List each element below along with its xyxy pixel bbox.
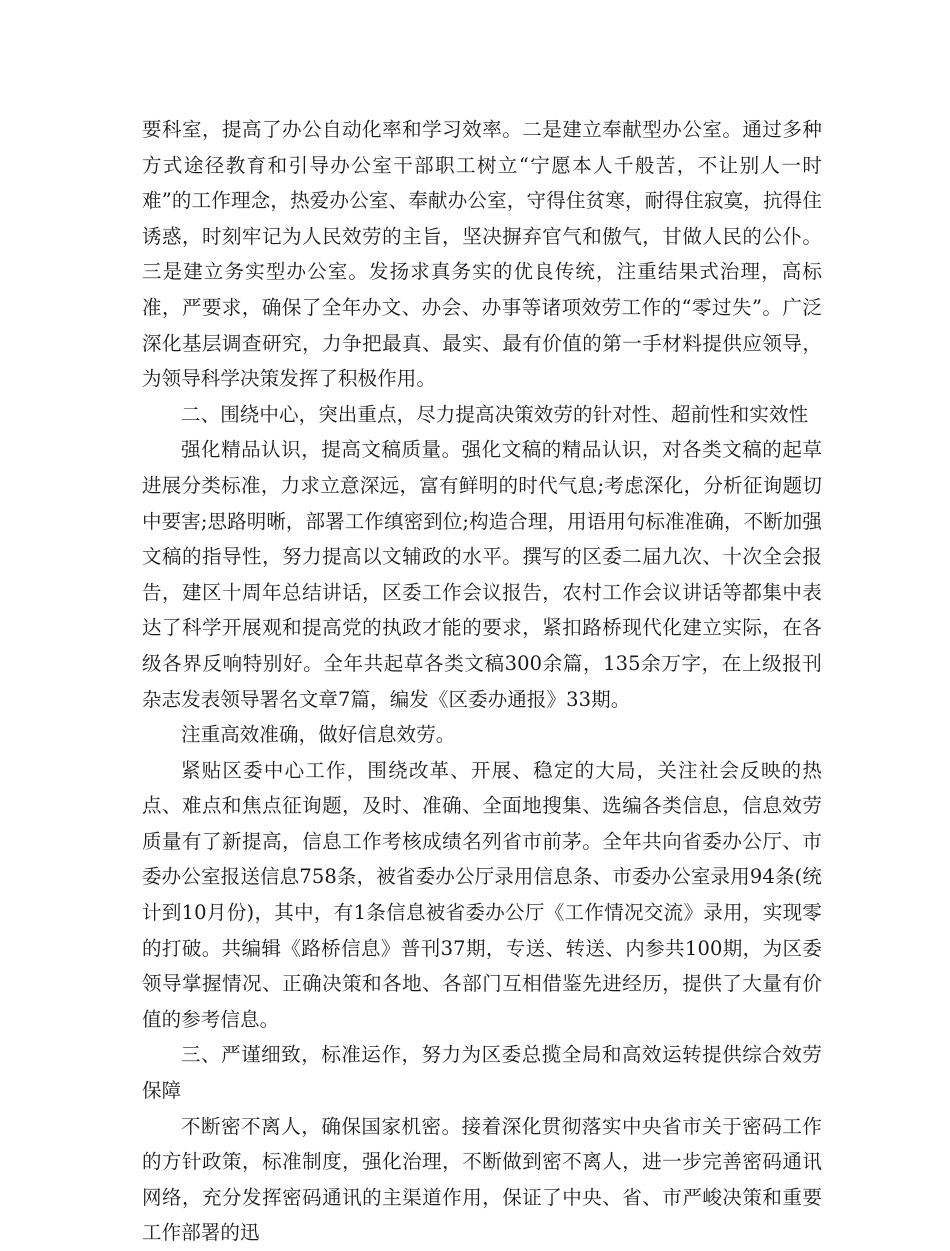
section-heading-decision-service: 二、围绕中心，突出重点，尽力提高决策效劳的针对性、超前性和实效性 xyxy=(181,402,809,426)
paragraph-confidentiality: 不断密不离人，确保国家机密。接着深化贯彻落实中央省市关于密码工作的方针政策，标准制度，强化治理，不断做到密不离人，进一步完善密码通讯网络，充分发挥密码通讯的主渠道作用，保证了中央、省、市严峻决策和重要工作部署的迅 xyxy=(142,1114,822,1245)
section-heading-comprehensive-service: 三、严谨细致，标准运作，努力为区委总揽全局和高效运转提供综合效劳保障 xyxy=(142,1043,822,1103)
paragraph-information-service: 紧贴区委中心工作，围绕改革、开展、稳定的大局，关注社会反映的热点、难点和焦点征询题，及时、准确、全面地搜集、选编各类信息，信息效劳质量有了新提高，信息工作考核成绩名列省市前茅。全年共向省委办公厅、市委办公室报送信息758条，被省委办公厅录用信息条、市委办公室录用94条(统计到10月份)，其中，有1条信息被省委办公厅《工作情况交流》录用，实现零的打破。共编辑《路桥信息》普刊37期，专送、转送、内参共100期，为区委领导掌握情况、正确决策和各地、各部门互相借鉴先进经历，提供了大量有价值的参考信息。 xyxy=(142,758,822,1031)
paragraph-office-building: 要科室，提高了办公自动化率和学习效率。二是建立奉献型办公室。通过多种方式途径教育和引导办公室干部职工树立“宁愿本人千般苦，不让别人一时难”的工作理念，热爱办公室、奉献办公室，守得住贫寒，耐得住寂寞，抗得住诱惑，时刻牢记为人民效劳的主旨，坚决摒弃官气和傲气，甘做人民的公仆。三是建立务实型办公室。发扬求真务实的优良传统，注重结果式治理，高标准，严要求，确保了全年办文、办会、办事等诸项效劳工作的“零过失”。广泛深化基层调查研究，力争把最真、最实、最有价值的第一手材料提供应领导，为领导科学决策发挥了积极作用。 xyxy=(142,118,822,391)
paragraph-information-service-heading: 注重高效准确，做好信息效劳。 xyxy=(181,723,456,747)
document-body xyxy=(142,112,822,1251)
paragraph-document-quality: 强化精品认识，提高文稿质量。强化文稿的精品认识，对各类文稿的起草进展分类标准，力求立意深远，富有鲜明的时代气息;考虑深化，分析征询题切中要害;思路明晰，部署工作缜密到位;构造合理，用语用句标准准确，不断加强文稿的指导性，努力提高以文辅政的水平。撰写的区委二届九次、十次全会报告，建区十周年总结讲话，区委工作会议报告，农村工作会议讲话等都集中表达了科学开展观和提高党的执政才能的要求，紧扣路桥现代化建立实际，在各级各界反响特别好。全年共起草各类文稿300余篇，135余万字，在上级报刊杂志发表领导署名文章7篇，编发《区委办通报》33期。 xyxy=(142,438,822,711)
